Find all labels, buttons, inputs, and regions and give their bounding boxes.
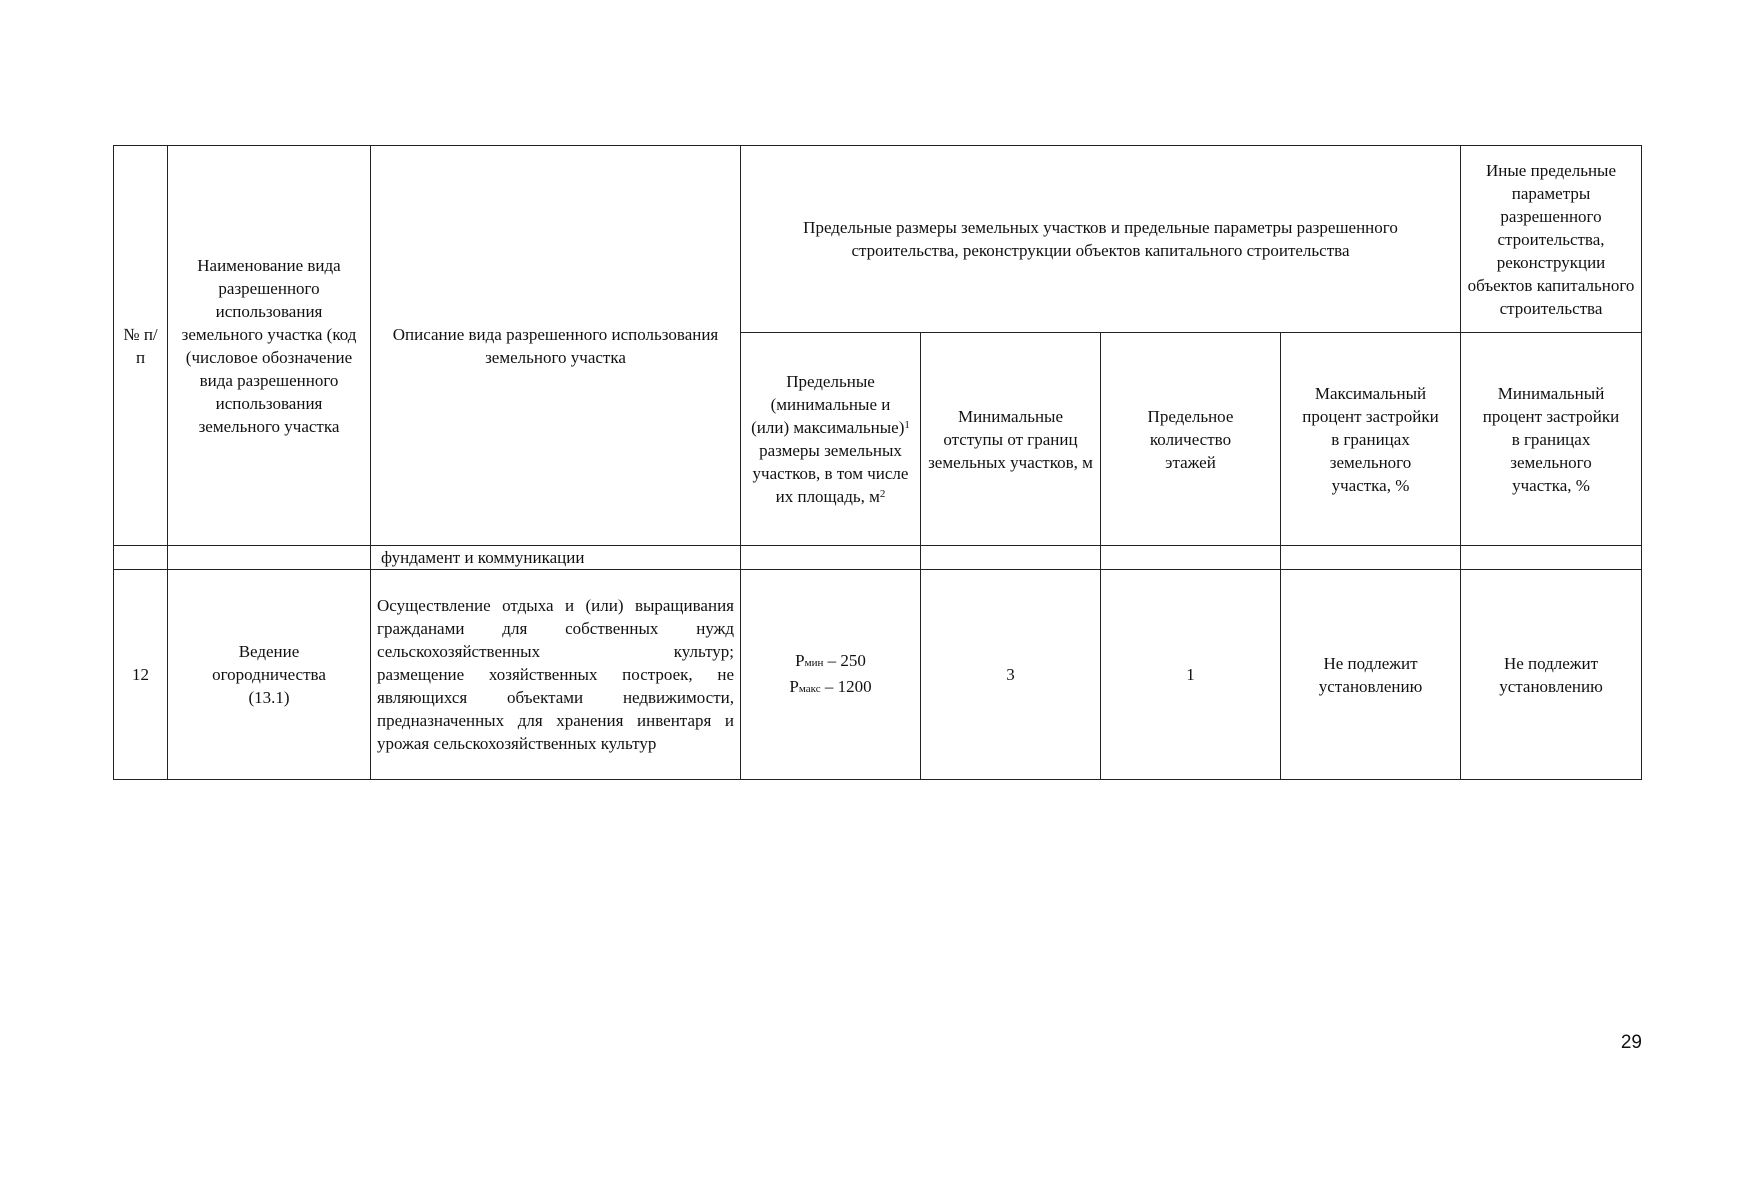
continuation-description: фундамент и коммуникации [371, 546, 741, 570]
header-name: Наименование вида разрешенного использования земельного участка (код (числовое обозначение вида разрешенного использования земельного участка [168, 146, 371, 546]
header-group [741, 146, 1461, 333]
row-min-percent: Не подлежит установлению [1461, 570, 1642, 780]
footnote-marker: 1 [904, 419, 910, 431]
header-floors: Предельное количество этажей [1101, 333, 1281, 546]
header-row-1 [114, 146, 1642, 333]
row-num: 12 [114, 570, 168, 780]
header-sizes [741, 333, 921, 546]
row-floors: 1 [1101, 570, 1281, 780]
row-description [371, 570, 741, 780]
header-description: Описание вида разрешенного использования земельного участка [371, 146, 741, 546]
row-description-line-1: Осуществление отдыха и (или) выращивания гражданами для собственных нужд сельскохозяйственных культур; [377, 596, 734, 661]
page-number: 29 [1620, 1032, 1642, 1053]
table-row [114, 570, 1642, 780]
continuation-num [114, 546, 168, 570]
size-min: Pмин – 250 [795, 650, 866, 670]
header-setbacks: Минимальные отступы от границ земельных участков, м [921, 333, 1101, 546]
row-sizes [741, 570, 921, 780]
header-group-text: Предельные размеры земельных участков и предельные параметры разрешенного строительства, реконструкции объектов капитального строительства [803, 218, 1398, 260]
header-max-percent: Максимальный процент застройки в границах земельного участка, % [1281, 333, 1461, 546]
row-description-line-2: размещение хозяйственных построек, не являющихся объектами недвижимости, предназначенных для хранения инвентаря и урожая сельскохозяйственных культур [377, 665, 734, 753]
size-max: Pмакс – 1200 [789, 676, 872, 696]
header-sizes-text: Предельные (минимальные и (или) максимальные) [751, 372, 905, 437]
unit-superscript: 2 [879, 488, 886, 500]
continuation-row [114, 546, 1642, 570]
header-min-percent: Минимальный процент застройки в границах земельного участка, % [1461, 333, 1642, 546]
header-sizes-text-2: размеры земельных участков, в том числе их площадь, м [752, 441, 909, 506]
row-max-percent: Не подлежит установлению [1281, 570, 1461, 780]
header-other: Иные предельные параметры разрешенного строительства, реконструкции объектов капитального строительства [1461, 146, 1642, 333]
row-setbacks: 3 [921, 570, 1101, 780]
header-num: № п/п [114, 146, 168, 546]
land-use-parameters-table [113, 145, 1642, 780]
row-name: Ведение огородничества (13.1) [168, 570, 371, 780]
continuation-name [168, 546, 371, 570]
